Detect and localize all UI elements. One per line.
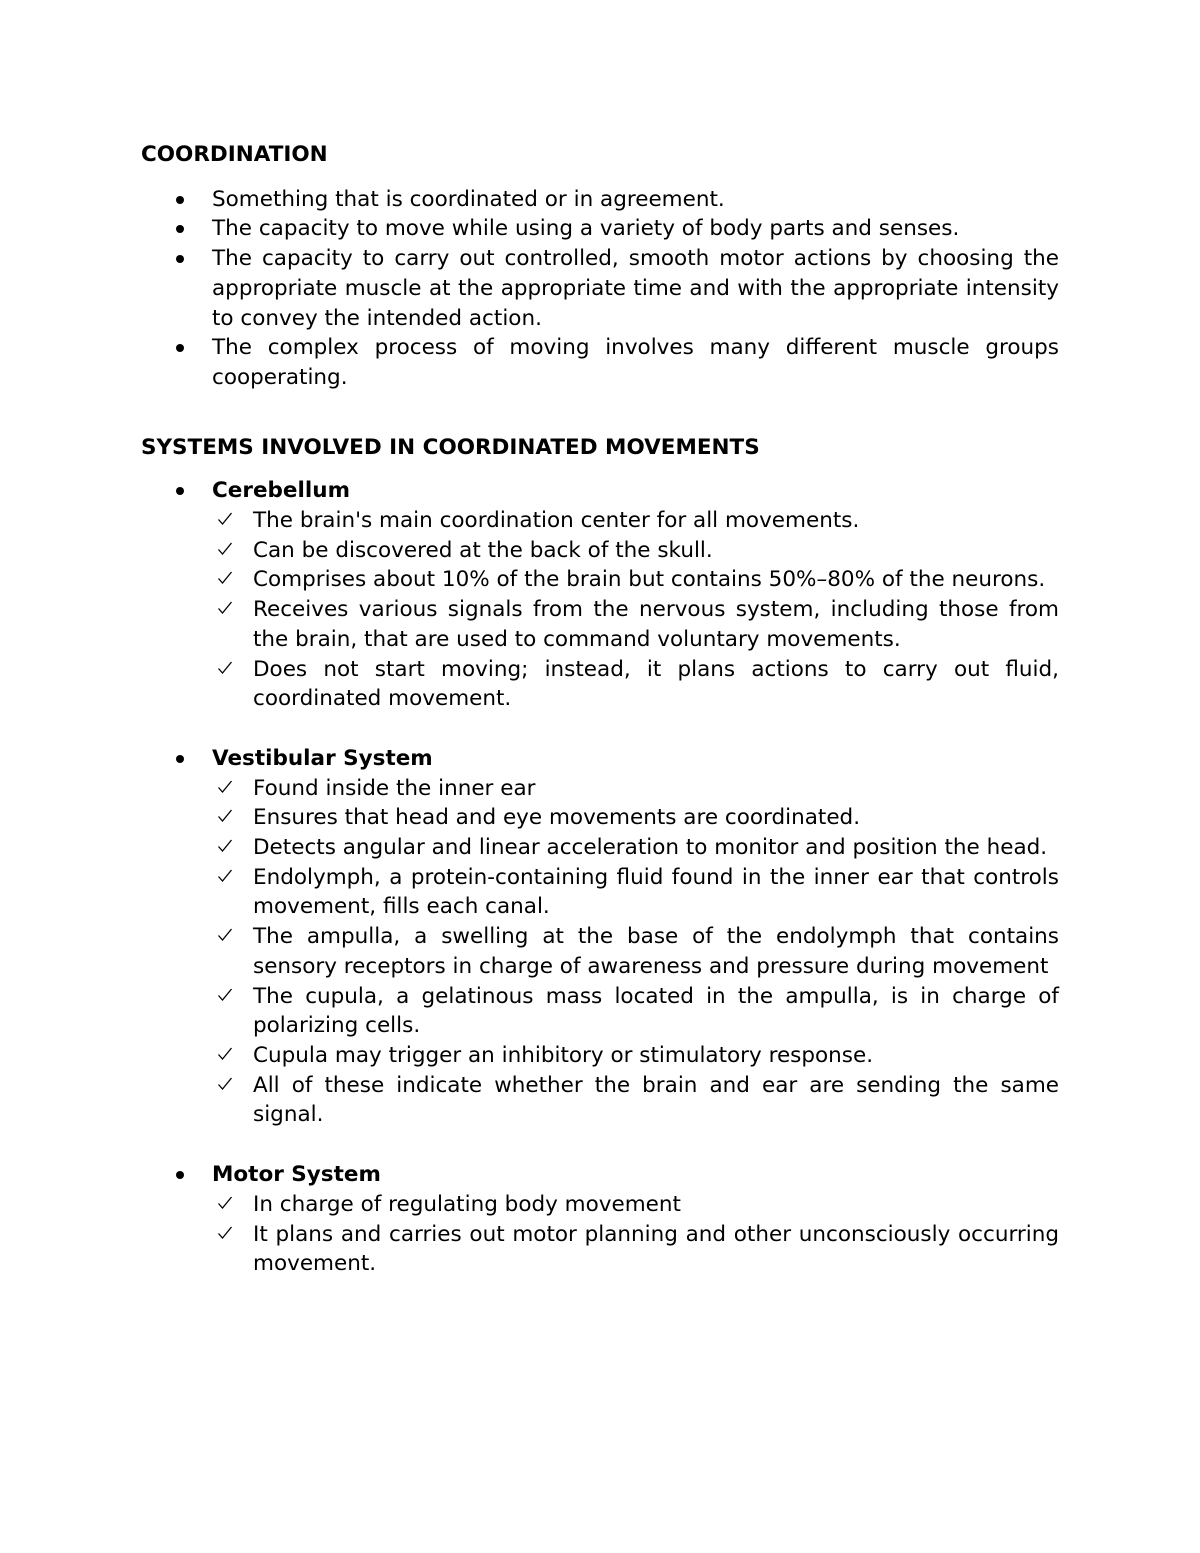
list-item: The ampulla, a swelling at the base of the endolymph that contains sensory receptors in charge of awareness and pressure during movement: [253, 922, 1059, 981]
list-item: The brain's main coordination center for all movements.: [253, 506, 1059, 536]
bullet-icon: [176, 755, 184, 763]
check-list: [253, 774, 1059, 1130]
checkmark-icon: [217, 1190, 235, 1219]
list-item: The capacity to move while using a variety of body parts and senses.: [141, 214, 1059, 244]
section-cerebellum: [141, 476, 1059, 714]
list-item: All of these indicate whether the brain and ear are sending the same signal.: [253, 1071, 1059, 1130]
bullet-icon: [176, 1171, 184, 1179]
checkmark-icon: [217, 803, 235, 832]
list-item: Does not start moving; instead, it plans actions to carry out fluid, coordinated movement.: [253, 655, 1059, 714]
checkmark-icon: [217, 863, 235, 892]
systems-heading: SYSTEMS INVOLVED IN COORDINATED MOVEMENTS: [141, 434, 760, 460]
checkmark-icon: [217, 1041, 235, 1070]
list-item: Comprises about 10% of the brain but contains 50%–80% of the neurons.: [253, 565, 1059, 595]
checkmark-icon: [217, 1071, 235, 1100]
checkmark-icon: [217, 565, 235, 594]
check-list: [253, 506, 1059, 714]
list-item: Can be discovered at the back of the skull.: [253, 536, 1059, 566]
list-item: In charge of regulating body movement: [253, 1190, 1059, 1220]
list-item: Something that is coordinated or in agreement.: [141, 185, 1059, 215]
checkmark-icon: [217, 833, 235, 862]
checkmark-icon: [217, 1220, 235, 1249]
bullet-icon: [176, 196, 184, 204]
checkmark-icon: [217, 506, 235, 535]
coordination-list: [141, 185, 1059, 393]
section-title: Vestibular System: [212, 745, 433, 771]
bullet-icon: [176, 344, 184, 352]
section-title: Cerebellum: [212, 478, 350, 504]
check-list: [253, 1190, 1059, 1279]
document-page: [141, 140, 1059, 1279]
list-item: Cupula may trigger an inhibitory or stimulatory response.: [253, 1041, 1059, 1071]
section-title: Motor System: [212, 1162, 381, 1188]
bullet-icon: [176, 255, 184, 263]
list-item: Receives various signals from the nervous system, including those from the brain, that are used to command voluntary movements.: [253, 595, 1059, 654]
list-item: The complex process of moving involves many different muscle groups cooperating.: [141, 333, 1059, 392]
section-vestibular-system: [141, 744, 1059, 1130]
checkmark-icon: [217, 536, 235, 565]
section-motor-system: [141, 1160, 1059, 1279]
list-item: Found inside the inner ear: [253, 774, 1059, 804]
list-item: Detects angular and linear acceleration to monitor and position the head.: [253, 833, 1059, 863]
checkmark-icon: [217, 655, 235, 684]
checkmark-icon: [217, 982, 235, 1011]
list-item: Endolymph, a protein-containing fluid found in the inner ear that controls movement, fills each canal.: [253, 863, 1059, 922]
list-item: It plans and carries out motor planning and other unconsciously occurring movement.: [253, 1220, 1059, 1279]
list-item: The capacity to carry out controlled, smooth motor actions by choosing the appropriate muscle at the appropriate time and with the appropriate intensity to convey the intended action.: [141, 244, 1059, 333]
checkmark-icon: [217, 774, 235, 803]
checkmark-icon: [217, 922, 235, 951]
bullet-icon: [176, 225, 184, 233]
bullet-icon: [176, 487, 184, 495]
checkmark-icon: [217, 595, 235, 624]
coordination-heading: COORDINATION: [141, 142, 328, 167]
list-item: Ensures that head and eye movements are coordinated.: [253, 803, 1059, 833]
list-item: The cupula, a gelatinous mass located in the ampulla, is in charge of polarizing cells.: [253, 982, 1059, 1041]
